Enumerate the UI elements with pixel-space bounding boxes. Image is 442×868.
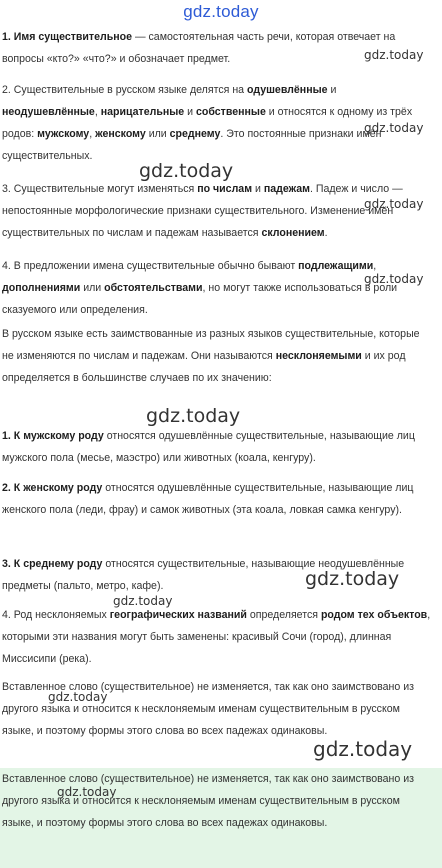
term-feminine-gender: 2. К женскому роду [2, 482, 103, 494]
site-watermark-header: gdz.today [183, 2, 259, 21]
text-segment: , [94, 106, 101, 118]
term-number: по числам [197, 183, 253, 195]
text-segment: . Это постоянные признаки имён существительных. [2, 128, 382, 162]
theory-paragraph-conclusion: Вставленное слово (существительное) не изменяется, так как оно заимствовано из другого языка и относится к несклоняемым именам существительным в русском языке, и поэтому формы этого слова во всех падежах одинаковы. [2, 681, 414, 737]
text-segment: определяется [246, 609, 321, 621]
watermark: gdz.today [313, 737, 413, 761]
text-segment: и относятся к одному из трёх родов: [2, 106, 413, 140]
text-segment: 4. В предложении имена существительные обычно бывают [2, 260, 299, 272]
text-segment: , [89, 128, 96, 140]
term-adverbial: обстоятельствами [104, 282, 203, 294]
text-segment: и [327, 84, 337, 96]
watermark: gdz.today [364, 121, 424, 135]
text-segment: и [184, 106, 196, 118]
theory-paragraph-feminine [2, 477, 434, 521]
term-object-gender: родом тех объектов [320, 609, 428, 621]
term-animate: одушевлённые [247, 84, 328, 96]
watermark: gdz.today [305, 568, 400, 590]
term-neuter: среднему [169, 128, 221, 140]
term-object: дополнениями [2, 282, 81, 294]
theory-paragraph-4 [2, 255, 434, 321]
term-common: нарицательные [100, 106, 185, 118]
theory-paragraph-geography [2, 604, 434, 670]
theory-paragraph-3 [2, 178, 434, 244]
watermark: gdz.today [113, 594, 173, 608]
term-proper: собственные [196, 106, 266, 118]
text-segment: и [252, 183, 264, 195]
watermark: gdz.today [146, 405, 241, 427]
watermark: gdz.today [139, 160, 234, 182]
term-masculine: мужскому [37, 128, 90, 140]
text-segment: относятся одушевлённые существительные, называющие лиц женского пола (леди, фрау) и самок животных (эта коала, ловкая самка кенгуру). [2, 482, 414, 516]
text-segment: или [145, 128, 170, 140]
term-feminine: женскому [95, 128, 146, 140]
watermark: gdz.today [364, 48, 424, 62]
text-segment: или [80, 282, 105, 294]
term-subject: подлежащими [298, 260, 374, 272]
theory-paragraph-masculine [2, 425, 434, 469]
term-indeclinable: несклоняемыми [275, 350, 362, 362]
text-segment: В русском языке есть заимствованные из разных языков существительные, которые не изменяются по числам и падежам. Они называются [2, 328, 420, 362]
term-masculine-gender: 1. К мужскому роду [2, 430, 104, 442]
watermark: gdz.today [364, 272, 424, 286]
text-segment: , но могут также использоваться в роли сказуемого или определения. [2, 282, 398, 316]
text-segment: относятся одушевлённые существительные, называющие лиц мужского пола (месье, маэстро) или животных (коала, кенгуру). [2, 430, 415, 464]
term-geographic-names: географических названий [109, 609, 247, 621]
answer-text: Вставленное слово (существительное) не изменяется, так как оно заимствовано из другого языка и относится к несклоняемым именам существительным в русском языке, и поэтому формы этого слова во всех падежах одинаковы. [2, 773, 414, 829]
watermark: gdz.today [57, 785, 117, 799]
watermark: gdz.today [48, 690, 108, 704]
text-segment: — самостоятельная часть речи, которая отвечает на вопросы «кто?» «что?» и обозначает предмет. [2, 31, 396, 65]
text-segment: , [373, 260, 377, 272]
term-declension: склонением [261, 227, 325, 239]
text-segment: относятся существительные, называющие неодушевлённые предметы (пальто, метро, кафе). [2, 558, 405, 592]
term-neuter-gender: 3. К среднему роду [2, 558, 103, 570]
watermark: gdz.today [364, 197, 424, 211]
text-segment: 2. Существительные в русском языке делятся на [2, 84, 248, 96]
text-segment: и их род определяется в большинстве случаев по их значению: [2, 350, 406, 384]
term-inanimate: неодушевлённые [2, 106, 95, 118]
text-segment: 3. Существительные могут изменяться [2, 183, 198, 195]
text-segment: . Падеж и число — непостоянные морфологические признаки существительного. Изменение имён существительных по числам и падежам называется [2, 183, 403, 239]
term-case: падежам [263, 183, 310, 195]
theory-paragraph-5 [2, 323, 434, 389]
text-segment: . [324, 227, 328, 239]
term-noun: 1. Имя существительное [2, 31, 133, 43]
text-segment: 4. Род несклоняемых [2, 609, 110, 621]
text-segment: , которыми эти названия могут быть заменены: красивый Сочи (город), длинная Миссисипи (река). [2, 609, 431, 665]
